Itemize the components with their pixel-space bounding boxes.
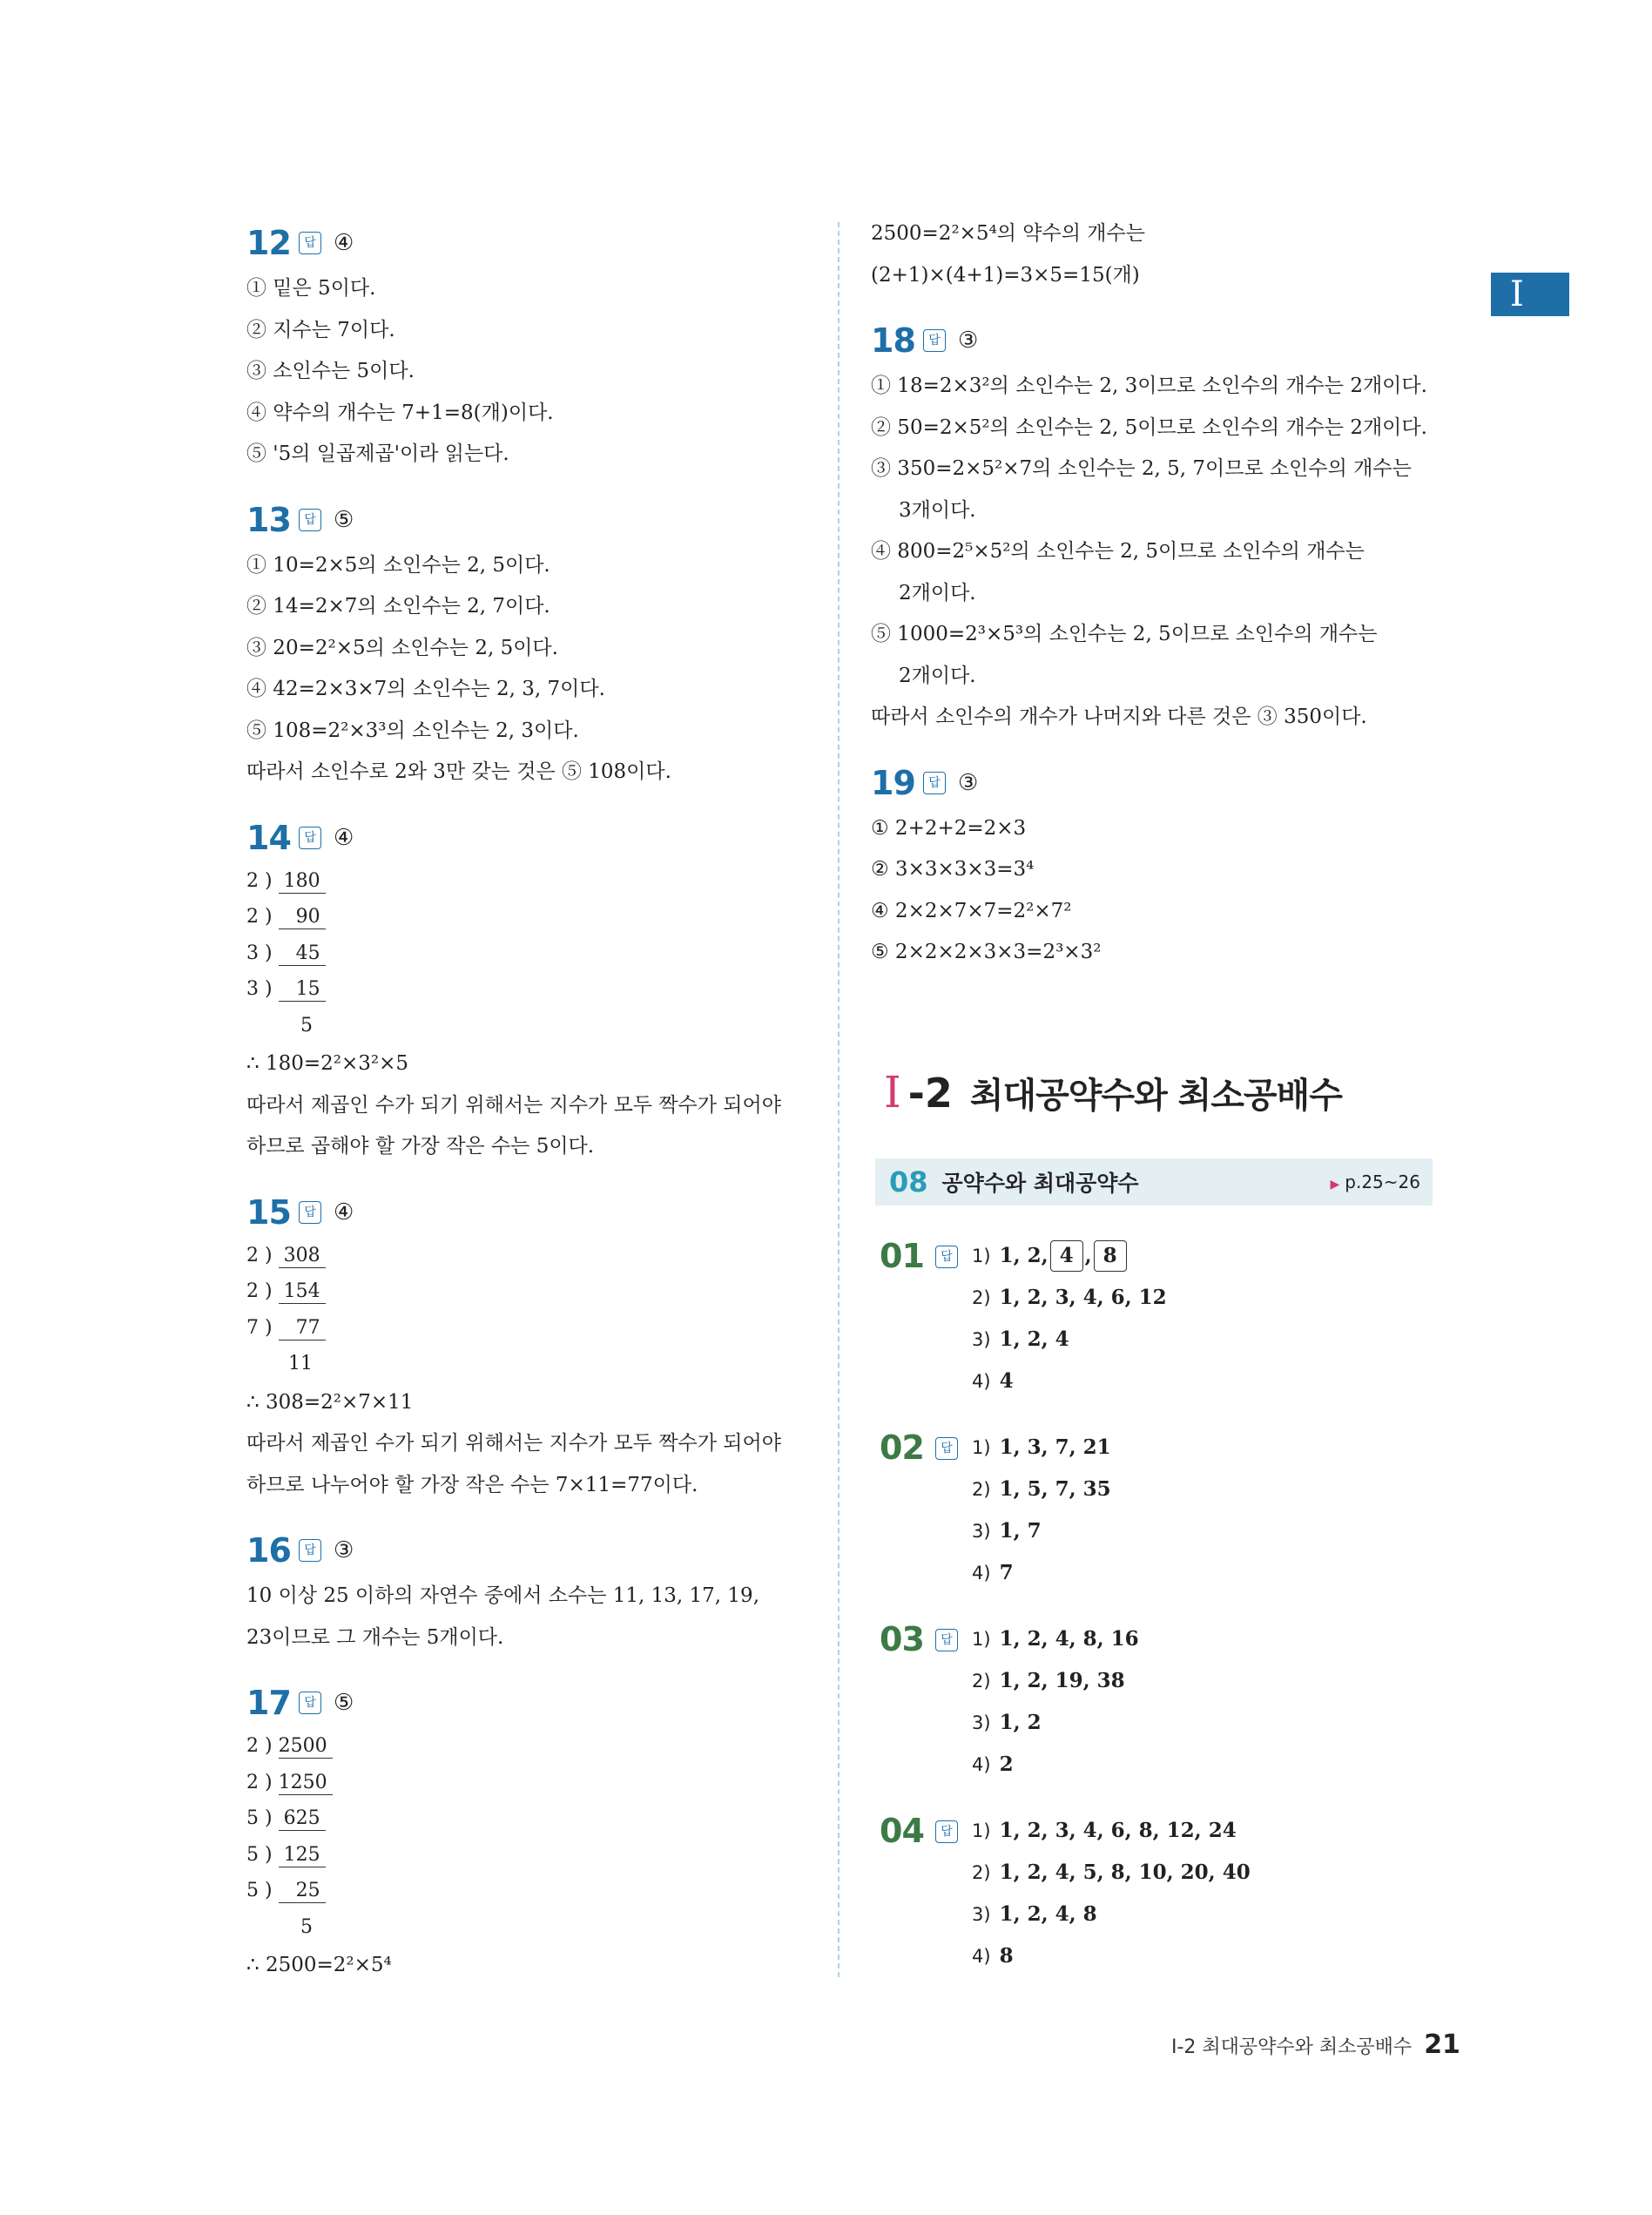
text-line: 따라서 소인수의 개수가 나머지와 다른 것은 ③ 350이다. bbox=[871, 706, 1367, 728]
green-problem bbox=[880, 1427, 1437, 1594]
problem bbox=[871, 315, 1428, 739]
division-quotient: 5 bbox=[300, 1014, 313, 1037]
text-line: ③ 20=2²×5의 소인수는 2, 5이다. bbox=[246, 636, 558, 659]
item-label: 3) bbox=[972, 1521, 991, 1542]
text-line: ∴ 180=2²×3²×5 bbox=[246, 1052, 408, 1075]
text-line: ⑤ 2×2×2×3×3=2³×3² bbox=[871, 941, 1102, 963]
division-bracket: ) bbox=[259, 1735, 279, 1757]
answer-badge: 답 bbox=[923, 772, 946, 794]
text-line: ④ 800=2⁵×5²의 소인수는 2, 5이므로 소인수의 개수는 bbox=[871, 540, 1365, 563]
chapter-tab: I bbox=[1491, 273, 1569, 316]
answer-item bbox=[972, 1427, 1111, 1469]
page-footer bbox=[1171, 2029, 1460, 2060]
divisor: 5 bbox=[246, 1843, 259, 1866]
text-line: 하므로 곱해야 할 가장 작은 수는 5이다. bbox=[246, 1135, 595, 1158]
divisor: 2 bbox=[246, 1735, 259, 1757]
text-line: ② 지수는 7이다. bbox=[246, 318, 395, 341]
division-bracket: ) bbox=[259, 1316, 279, 1339]
dividend: 25 bbox=[279, 1880, 326, 1903]
section-roman: I bbox=[884, 1067, 901, 1118]
problem-answer: ④ bbox=[334, 1199, 354, 1226]
division-bracket: ) bbox=[259, 1843, 279, 1866]
division-row bbox=[246, 1310, 804, 1347]
divisor: 2 bbox=[246, 906, 259, 928]
green-problem-number: 03 bbox=[880, 1620, 924, 1658]
text-line: ③ 소인수는 5이다. bbox=[246, 360, 415, 382]
problem bbox=[246, 495, 804, 793]
item-label: 3) bbox=[972, 1329, 991, 1350]
item-value: 1, 2, 3, 4, 6, 12 bbox=[999, 1286, 1167, 1309]
item-value: 1, 2, 4, 8 bbox=[999, 1902, 1097, 1926]
answer-item bbox=[972, 1894, 1251, 1935]
item-value: 1, 7 bbox=[999, 1519, 1042, 1543]
division-row bbox=[246, 1273, 804, 1310]
comma: , bbox=[1084, 1244, 1092, 1267]
answer-item bbox=[972, 1552, 1111, 1594]
dividend: 2500 bbox=[279, 1735, 333, 1759]
answer-item bbox=[972, 1702, 1139, 1744]
division-bracket: ) bbox=[259, 1244, 279, 1266]
division-row bbox=[246, 971, 804, 1008]
problem-header bbox=[246, 1187, 804, 1238]
answer-badge: 답 bbox=[299, 1539, 321, 1562]
problem-number: 16 bbox=[246, 1531, 291, 1570]
text-line: 10 이상 25 이하의 자연수 중에서 소수는 11, 13, 17, 19, bbox=[246, 1584, 760, 1607]
division-row bbox=[246, 1837, 804, 1874]
subsection-number: 08 bbox=[889, 1165, 928, 1199]
item-label: 4) bbox=[972, 1371, 991, 1392]
green-items bbox=[972, 1235, 1167, 1402]
problem-number: 13 bbox=[246, 500, 291, 539]
item-label: 2) bbox=[972, 1479, 991, 1500]
item-value: 1, 5, 7, 35 bbox=[999, 1477, 1111, 1501]
item-value: 2 bbox=[999, 1752, 1014, 1776]
dividend: 45 bbox=[279, 942, 326, 966]
division-bracket: ) bbox=[259, 1807, 279, 1829]
green-items bbox=[972, 1810, 1251, 1977]
item-value: 1, 2 bbox=[999, 1711, 1042, 1734]
problem-answer: ④ bbox=[334, 824, 354, 851]
division-bracket: ) bbox=[259, 1771, 279, 1793]
problem-answer: ③ bbox=[958, 769, 979, 796]
text-line: ⑤ 1000=2³×5³의 소인수는 2, 5이므로 소인수의 개수는 bbox=[871, 623, 1378, 645]
problem bbox=[871, 758, 1428, 974]
answer-badge: 답 bbox=[299, 232, 321, 254]
text-line: ② 3×3×3×3=3⁴ bbox=[871, 858, 1035, 881]
division-row bbox=[246, 1873, 804, 1909]
divisor: 2 bbox=[246, 869, 259, 892]
divisor: 3 bbox=[246, 942, 259, 964]
division-bracket: ) bbox=[259, 1880, 279, 1901]
item-value: 1, 3, 7, 21 bbox=[999, 1435, 1111, 1459]
answer-item bbox=[972, 1361, 1167, 1402]
text-line: ① 밑은 5이다. bbox=[246, 277, 376, 300]
problem-answer: ③ bbox=[958, 328, 979, 354]
item-label: 4) bbox=[972, 1946, 991, 1967]
answer-badge: 답 bbox=[923, 329, 946, 352]
divisor: 5 bbox=[246, 1807, 259, 1829]
text-line: ⑤ '5의 일곱제곱'이라 읽는다. bbox=[246, 442, 509, 465]
division-bracket: ) bbox=[259, 942, 279, 964]
problem-answer: ④ bbox=[334, 230, 354, 256]
dividend: 180 bbox=[279, 870, 326, 894]
item-value: 1, 2, 4 bbox=[999, 1327, 1069, 1351]
boxed-answer: 8 bbox=[1094, 1240, 1127, 1272]
divisor: 2 bbox=[246, 1280, 259, 1302]
green-problem bbox=[880, 1810, 1437, 1977]
answer-item bbox=[972, 1319, 1167, 1361]
item-label: 1) bbox=[972, 1246, 991, 1266]
section-number: -2 bbox=[907, 1070, 953, 1117]
item-value: 1, 2, 3, 4, 6, 8, 12, 24 bbox=[999, 1819, 1237, 1842]
division-row bbox=[246, 1765, 804, 1801]
problem-answer: ⑤ bbox=[334, 1690, 354, 1716]
text-line: ④ 약수의 개수는 7+1=8(개)이다. bbox=[246, 401, 554, 424]
divisor: 2 bbox=[246, 1244, 259, 1266]
dividend: 77 bbox=[279, 1317, 326, 1340]
dividend: 308 bbox=[279, 1245, 326, 1268]
problem-number: 15 bbox=[246, 1192, 291, 1232]
item-label: 2) bbox=[972, 1671, 991, 1692]
division-bracket: ) bbox=[259, 1280, 279, 1302]
item-value: 1, 2, bbox=[999, 1244, 1049, 1267]
page-number: 21 bbox=[1424, 2029, 1460, 2060]
division-row bbox=[246, 863, 804, 900]
text-line: (2+1)×(4+1)=3×5=15(개) bbox=[871, 263, 1140, 287]
footer-section: Ⅰ-2 최대공약수와 최소공배수 bbox=[1171, 2036, 1413, 2058]
problem-answer: ⑤ bbox=[334, 506, 354, 533]
text-line: 따라서 소인수로 2와 3만 갖는 것은 ⑤ 108이다. bbox=[246, 760, 671, 783]
text-line: ④ 42=2×3×7의 소인수는 2, 3, 7이다. bbox=[246, 678, 605, 700]
problem-number: 17 bbox=[246, 1684, 291, 1722]
item-value: 4 bbox=[999, 1369, 1014, 1393]
item-label: 4) bbox=[972, 1563, 991, 1584]
text-line: ① 2+2+2=2×3 bbox=[871, 816, 1027, 840]
problem bbox=[246, 1187, 804, 1507]
boxed-answer: 4 bbox=[1050, 1240, 1083, 1272]
subsection-pages-text: p.25~26 bbox=[1345, 1172, 1420, 1192]
problem-number: 18 bbox=[871, 321, 915, 360]
text-line: ∴ 2500=2²×5⁴ bbox=[246, 1954, 392, 1976]
problem-header bbox=[246, 218, 804, 268]
green-problem bbox=[880, 1618, 1437, 1786]
problem-number: 14 bbox=[246, 818, 291, 857]
answer-item bbox=[972, 1618, 1139, 1660]
green-items bbox=[972, 1427, 1111, 1594]
text-line: ∴ 308=2²×7×11 bbox=[246, 1390, 414, 1414]
text-line: 하므로 나누어야 할 가장 작은 수는 7×11=77이다. bbox=[246, 1473, 698, 1496]
answer-item bbox=[972, 1660, 1139, 1702]
text-line: 2개이다. bbox=[899, 664, 976, 687]
division-row bbox=[246, 1238, 804, 1274]
text-line: ③ 350=2×5²×7의 소인수는 2, 5, 7이므로 소인수의 개수는 bbox=[871, 457, 1412, 480]
problem-answer: ③ bbox=[334, 1537, 354, 1563]
answer-badge: 답 bbox=[935, 1246, 958, 1268]
problem bbox=[246, 1525, 804, 1658]
problem-header bbox=[871, 315, 1428, 366]
dividend: 15 bbox=[279, 978, 326, 1002]
text-line: 2500=2²×5⁴의 약수의 개수는 bbox=[871, 222, 1145, 245]
subsection-name: 공약수와 최대공약수 bbox=[941, 1171, 1139, 1196]
green-answers bbox=[880, 1235, 1437, 2002]
divisor: 5 bbox=[246, 1880, 259, 1901]
text-line: ① 18=2×3²의 소인수는 2, 3이므로 소인수의 개수는 2개이다. bbox=[871, 375, 1427, 397]
division-row bbox=[246, 1800, 804, 1837]
section-name: 최대공약수와 최소공배수 bbox=[969, 1076, 1342, 1116]
text-line: 2개이다. bbox=[899, 581, 976, 604]
answer-item bbox=[972, 1510, 1111, 1552]
division-row bbox=[246, 935, 804, 972]
item-label: 2) bbox=[972, 1862, 991, 1883]
answer-badge: 답 bbox=[935, 1629, 958, 1651]
answer-badge: 답 bbox=[935, 1820, 958, 1843]
item-label: 3) bbox=[972, 1904, 991, 1925]
answer-item bbox=[972, 1744, 1139, 1786]
right-column bbox=[871, 213, 1428, 974]
triangle-icon: ▶ bbox=[1330, 1178, 1340, 1192]
problem-number: 12 bbox=[246, 224, 291, 262]
text-line: 23이므로 그 개수는 5개이다. bbox=[246, 1625, 504, 1649]
problem-header bbox=[246, 1525, 804, 1576]
text-line: ④ 2×2×7×7=2²×7² bbox=[871, 899, 1072, 922]
item-label: 3) bbox=[972, 1712, 991, 1733]
text-line: 3개이다. bbox=[899, 498, 976, 522]
subsection-pages bbox=[1331, 1172, 1421, 1192]
left-column bbox=[246, 209, 804, 1987]
problem-header bbox=[246, 1678, 804, 1728]
answer-item bbox=[972, 1277, 1167, 1319]
answer-item bbox=[972, 1235, 1167, 1277]
division-bracket: ) bbox=[259, 978, 279, 1000]
green-problem bbox=[880, 1235, 1437, 1402]
item-label: 1) bbox=[972, 1437, 991, 1458]
dividend: 125 bbox=[279, 1844, 326, 1867]
text-line: 따라서 제곱인 수가 되기 위해서는 지수가 모두 짝수가 되어야 bbox=[246, 1093, 781, 1117]
text-line: 따라서 제곱인 수가 되기 위해서는 지수가 모두 짝수가 되어야 bbox=[246, 1432, 781, 1455]
subsection-bar bbox=[875, 1158, 1433, 1205]
item-value: 1, 2, 19, 38 bbox=[999, 1669, 1125, 1692]
answer-badge: 답 bbox=[299, 827, 321, 849]
answer-item bbox=[972, 1469, 1111, 1510]
text-line: ② 14=2×7의 소인수는 2, 7이다. bbox=[246, 595, 550, 618]
division-bracket: ) bbox=[259, 906, 279, 928]
item-value: 8 bbox=[999, 1944, 1014, 1968]
green-items bbox=[972, 1618, 1139, 1786]
division-quotient: 11 bbox=[288, 1353, 313, 1374]
dividend: 1250 bbox=[279, 1772, 333, 1795]
division-bracket: ) bbox=[259, 869, 279, 892]
green-problem-number: 02 bbox=[880, 1428, 924, 1467]
divisor: 7 bbox=[246, 1316, 259, 1339]
answer-item bbox=[972, 1852, 1251, 1894]
answer-badge: 답 bbox=[299, 1201, 321, 1224]
item-label: 2) bbox=[972, 1287, 991, 1308]
green-problem-number: 04 bbox=[880, 1812, 924, 1850]
section-title bbox=[884, 1067, 1342, 1118]
division-row bbox=[246, 1728, 804, 1765]
division-row bbox=[246, 899, 804, 935]
problem bbox=[246, 1678, 804, 1987]
item-label: 1) bbox=[972, 1820, 991, 1841]
text-line: ⑤ 108=2²×3³의 소인수는 2, 3이다. bbox=[246, 719, 579, 742]
item-value: 1, 2, 4, 8, 16 bbox=[999, 1627, 1139, 1651]
item-label: 1) bbox=[972, 1629, 991, 1650]
problem bbox=[246, 218, 804, 476]
problem-header bbox=[871, 758, 1428, 808]
text-line: ① 10=2×5의 소인수는 2, 5이다. bbox=[246, 553, 550, 577]
dividend: 90 bbox=[279, 906, 326, 929]
item-label: 4) bbox=[972, 1754, 991, 1775]
item-value: 1, 2, 4, 5, 8, 10, 20, 40 bbox=[999, 1860, 1251, 1884]
divisor: 2 bbox=[246, 1771, 259, 1793]
answer-item bbox=[972, 1810, 1251, 1852]
answer-item bbox=[972, 1935, 1251, 1977]
problem-number: 19 bbox=[871, 763, 915, 802]
divisor: 3 bbox=[246, 978, 259, 1000]
problem-header bbox=[246, 813, 804, 863]
problem-header bbox=[246, 495, 804, 545]
green-problem-number: 01 bbox=[880, 1237, 924, 1275]
item-value: 7 bbox=[999, 1561, 1014, 1584]
dividend: 625 bbox=[279, 1807, 326, 1831]
answer-badge: 답 bbox=[935, 1437, 958, 1460]
problem bbox=[246, 813, 804, 1168]
answer-badge: 답 bbox=[299, 1692, 321, 1714]
text-line: ② 50=2×5²의 소인수는 2, 5이므로 소인수의 개수는 2개이다. bbox=[871, 415, 1427, 439]
answer-badge: 답 bbox=[299, 509, 321, 531]
column-divider bbox=[838, 222, 839, 1977]
division-quotient: 5 bbox=[300, 1915, 313, 1938]
dividend: 154 bbox=[279, 1280, 326, 1304]
